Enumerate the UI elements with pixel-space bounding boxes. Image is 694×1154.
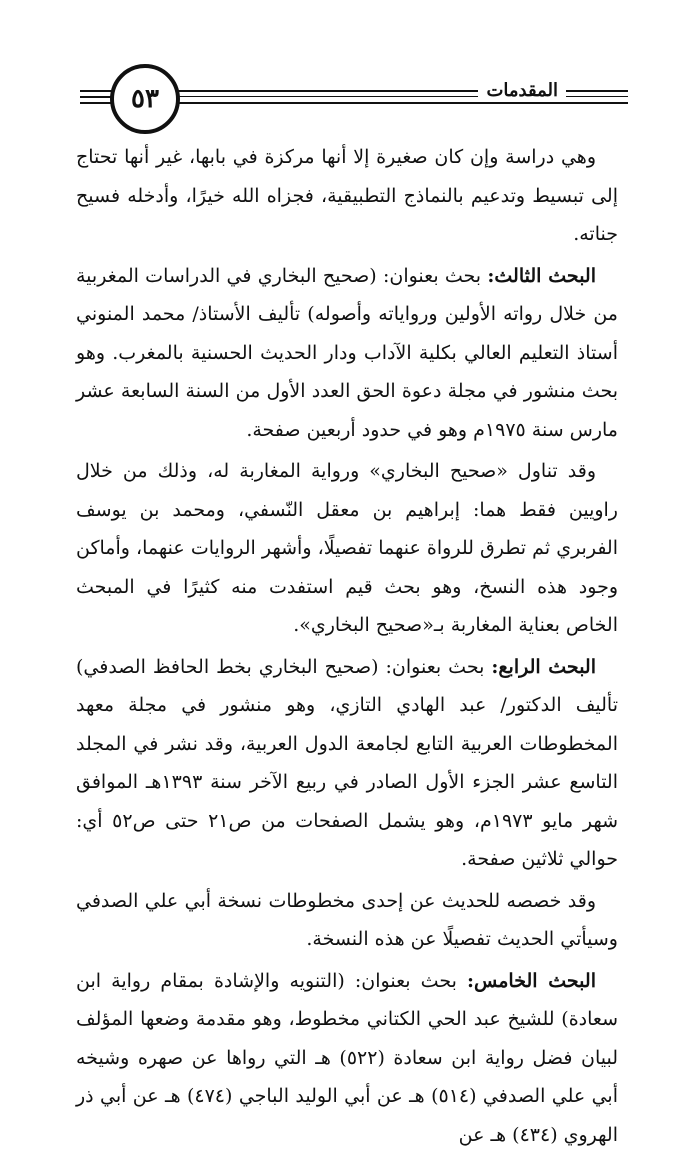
paragraph-text: بحث بعنوان: (صحيح البخاري في الدراسات المغربية من خلال رواته الأولين ورواياته وأصوله) تأليف الأستاذ/ محمد المنوني أستاذ التعليم العالي بكلية الآداب ودار الحديث الحسنية بالمغرب. وهو بحث منشور في مجلة دعوة الحق العدد الأول من السنة السابعة عشر مارس سنة ١٩٧٥م وهو في حدود أربعين صفحة. xyxy=(76,265,618,441)
paragraph xyxy=(76,452,618,645)
paragraph-lead: البحث الرابع: xyxy=(491,656,596,678)
paragraph-lead: البحث الخامس: xyxy=(467,970,596,992)
header-rule xyxy=(160,102,628,104)
paragraph xyxy=(76,962,618,1154)
paragraph-text: بحث بعنوان: (التنويه والإشادة بمقام رواية ابن سعادة) للشيخ عبد الحي الكتاني مخطوط، وهو مقدمة وضعها المؤلف لبيان فضل رواية ابن سعادة (٥٢٢) هـ التي رواها عن صهره وشيخه أبي علي الصدفي (٥١٤) هـ عن أبي الوليد الباجي (٤٧٤) هـ عن أبي ذر الهروي (٤٣٤) هـ عن xyxy=(76,970,618,1146)
paragraph-text: بحث بعنوان: (صحيح البخاري بخط الحافظ الصدفي) تأليف الدكتور/ عبد الهادي التازي، وهو منشور في مجلة معهد المخطوطات العربية التابع لجامعة الدول العربية، وقد نشر في المجلد التاسع عشر الجزء الأول الصادر في ربيع الآخر سنة ١٣٩٣هـ الموافق شهر مايو ١٩٧٣م، وهو يشمل الصفحات من ص٢١ حتى ص٥٢ أي: حوالي ثلاثين صفحة. xyxy=(76,656,618,871)
paragraph xyxy=(76,648,618,879)
paragraph-text: وقد تناول «صحيح البخاري» ورواية المغاربة له، وذلك من خلال راويين فقط هما: إبراهيم بن معقل النّسفي، ومحمد بن يوسف الفربري ثم تطرق للرواة عنهما تفصيلًا، وأشهر الروايات عنهما، وأماكن وجود هذه النسخ، وهو بحث قيم استفدت منه كثيرًا في المبحث الخاص بعناية المغاربة بـ«صحيح البخاري». xyxy=(76,460,618,636)
page-number: ٥٣ xyxy=(110,64,180,134)
paragraph-text: وهي دراسة وإن كان صغيرة إلا أنها مركزة في بابها، غير أنها تحتاج إلى تبسيط وتدعيم بالنماذج التطبيقية، فجزاه الله خيرًا، وأدخله فسيح جناته. xyxy=(76,146,618,245)
running-title: المقدمات xyxy=(478,80,566,101)
body-text xyxy=(76,138,618,1154)
paragraph xyxy=(76,257,618,450)
paragraph-lead: البحث الثالث: xyxy=(487,265,596,287)
paragraph-text: وقد خصصه للحديث عن إحدى مخطوطات نسخة أبي علي الصدفي وسيأتي الحديث تفصيلًا عن هذه النسخة. xyxy=(76,890,618,951)
paragraph xyxy=(76,882,618,959)
page-header xyxy=(0,64,694,134)
paragraph xyxy=(76,138,618,254)
